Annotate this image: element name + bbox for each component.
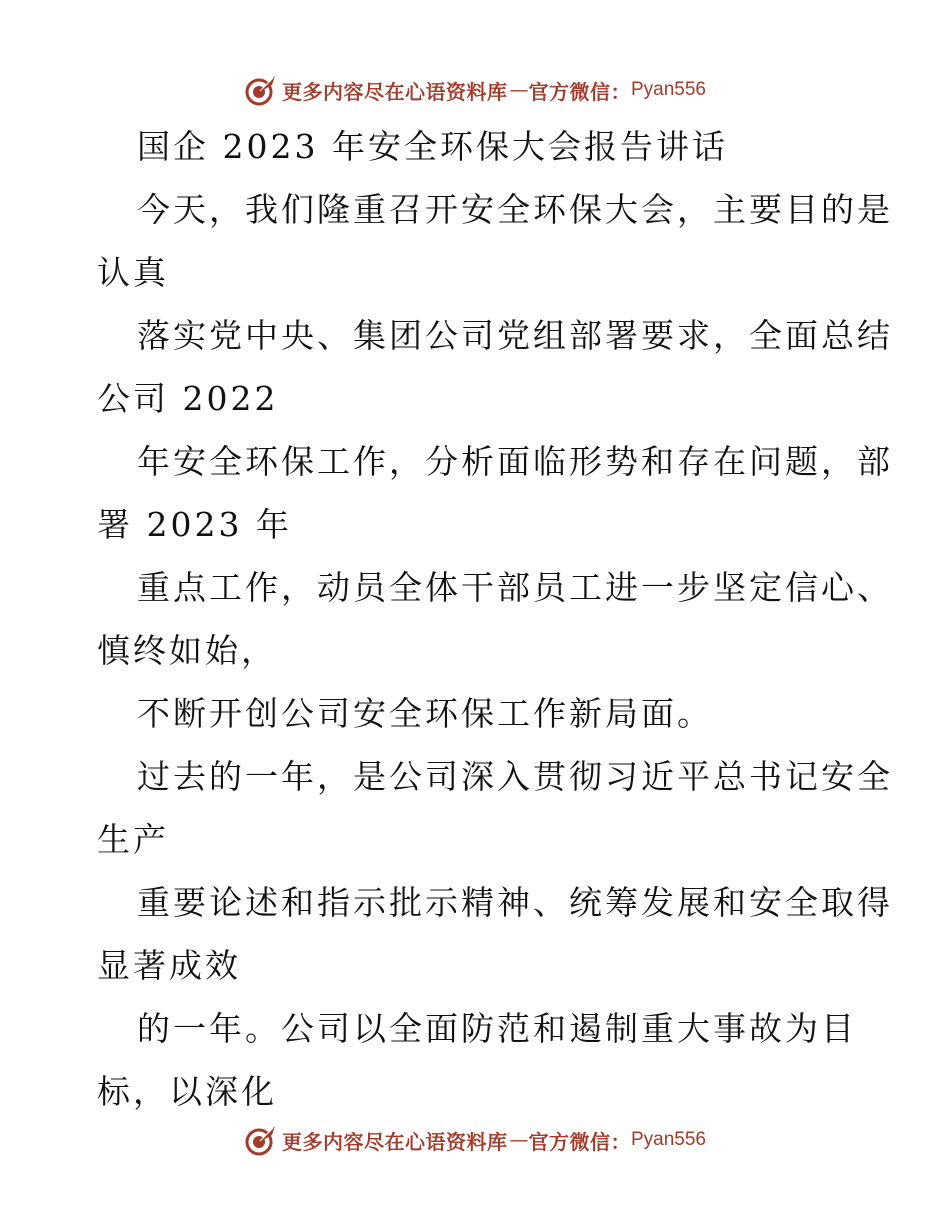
text-line: 生产	[97, 820, 169, 859]
quill-logo-icon	[244, 1123, 278, 1157]
watermark-separator: —	[509, 79, 529, 101]
text-line: 不断开创公司安全环保工作新局面。	[137, 694, 713, 733]
text-line: 重点工作，动员全体干部员工进一步坚定信心、	[137, 568, 893, 607]
watermark-banner-bottom	[0, 1120, 950, 1160]
text-line: 标，以深化	[97, 1072, 277, 1111]
watermark-brand: 更多内容尽在心语资料库	[281, 79, 508, 104]
watermark-contact-label: 官方微信：	[528, 79, 631, 104]
document-body	[97, 115, 893, 1123]
text-line: 慎终如始，	[97, 631, 277, 670]
document-title: 国企 2023 年安全环保大会报告讲话	[137, 127, 728, 166]
text-line: 重要论述和指示批示精神、统筹发展和安全取得	[137, 883, 893, 922]
text-line: 署 2023 年	[97, 505, 292, 544]
text-line: 公司 2022	[97, 379, 279, 418]
text-line: 今天，我们隆重召开安全环保大会，主要目的是	[137, 190, 893, 229]
text-line: 落实党中央、集团公司党组部署要求，全面总结	[137, 316, 893, 355]
watermark-banner-top	[0, 70, 950, 110]
text-line: 年安全环保工作，分析面临形势和存在问题，部	[137, 442, 893, 481]
text-line: 过去的一年，是公司深入贯彻习近平总书记安全	[137, 757, 893, 796]
watermark-brand: 更多内容尽在心语资料库	[281, 1129, 508, 1154]
watermark-contact-id: Pyan556	[630, 1129, 706, 1150]
text-line: 的一年。公司以全面防范和遏制重大事故为目	[137, 1009, 857, 1048]
watermark-contact-label: 官方微信：	[528, 1129, 631, 1154]
watermark-contact-id: Pyan556	[630, 79, 706, 100]
text-line: 显著成效	[97, 946, 241, 985]
quill-logo-icon	[244, 73, 278, 107]
watermark-separator: —	[509, 1129, 529, 1151]
text-line: 认真	[97, 253, 169, 292]
